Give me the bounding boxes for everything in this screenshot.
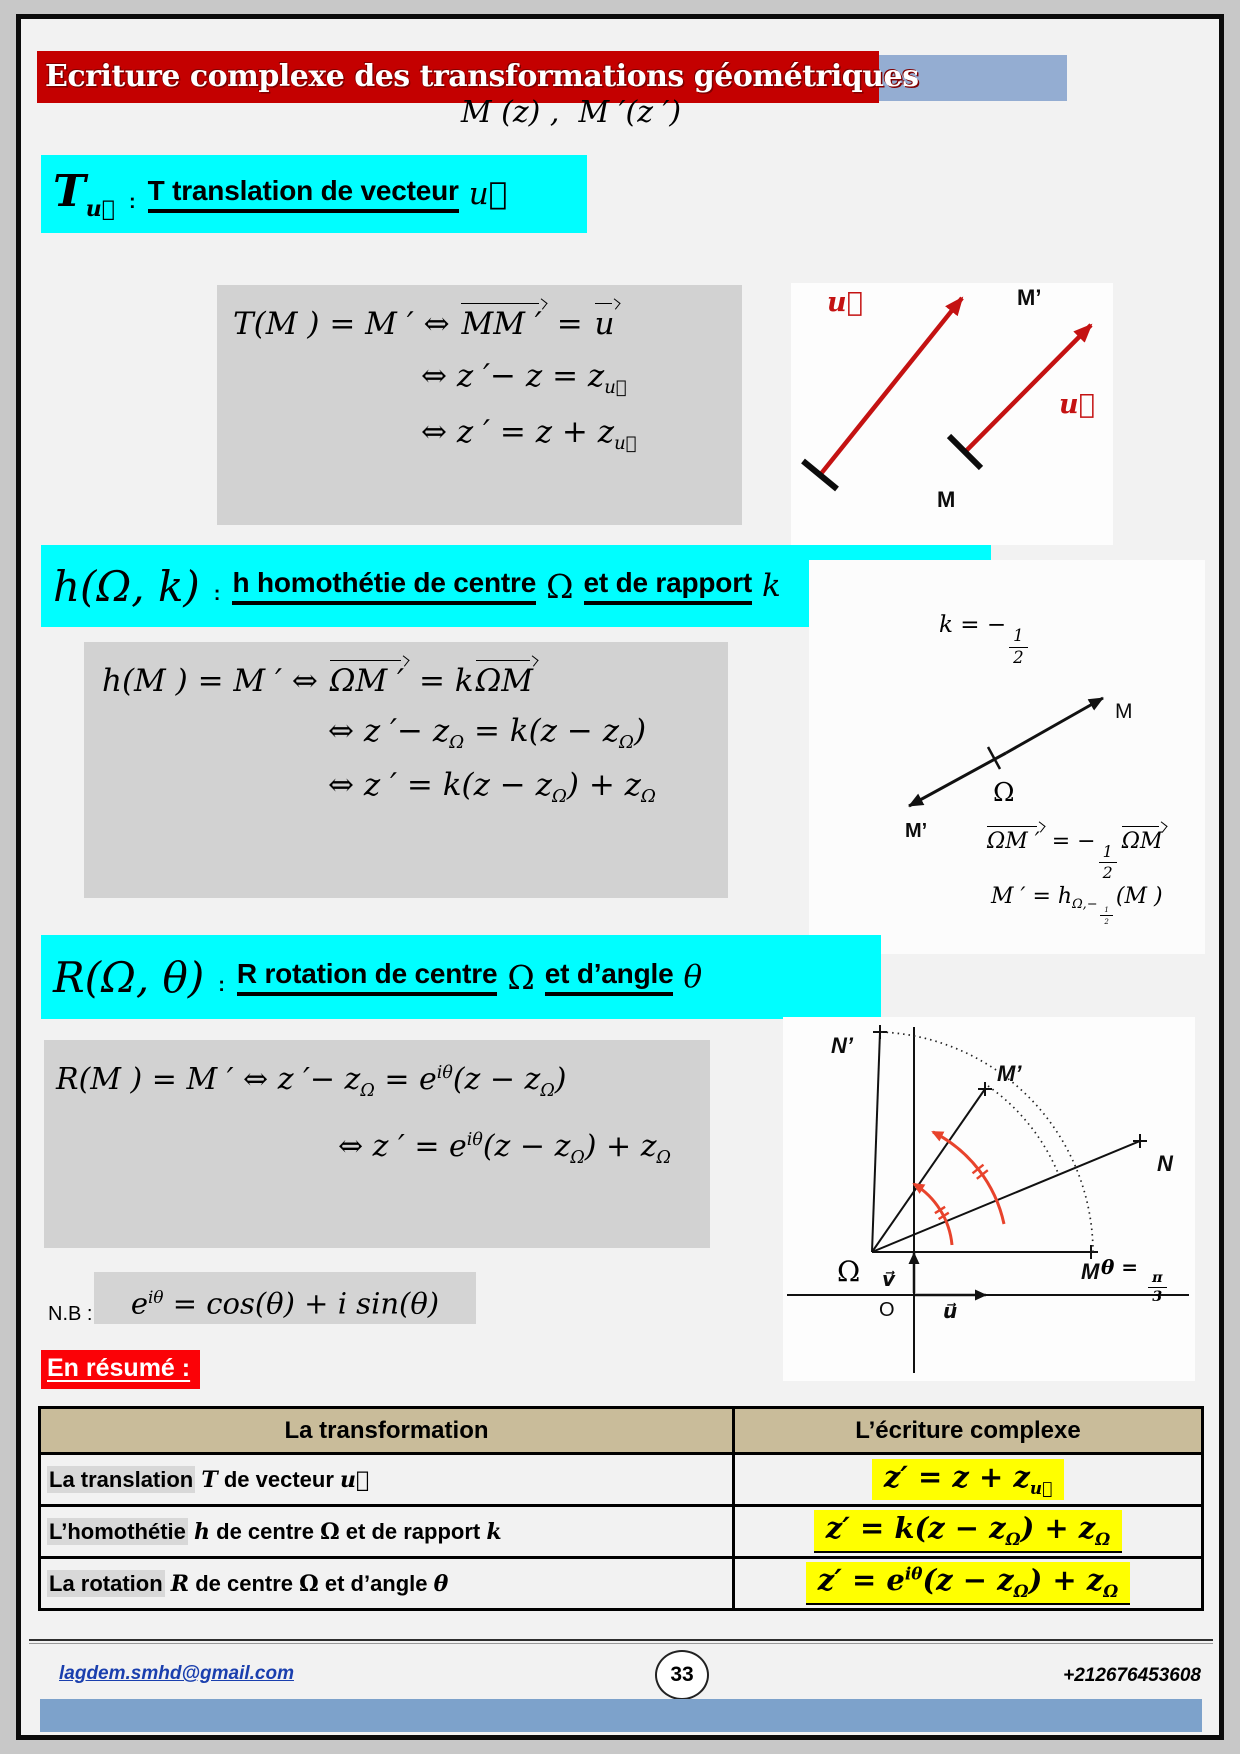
table-row bbox=[40, 1558, 1203, 1610]
colon: : bbox=[218, 973, 225, 996]
row-rotation-label: La rotation R de centre Ω et d’angle θ bbox=[40, 1558, 734, 1610]
translation-symbol: $T_{u⃗}$ bbox=[53, 166, 115, 222]
rotation-diagram-lines bbox=[783, 1017, 1195, 1381]
theta-value-equation: θ = $\frac{\pi}{3}$ bbox=[1101, 1255, 1170, 1305]
homothetie-formula-2: ⇔ z ′− $z_\Omega = k(z - z_\Omega)$ bbox=[328, 713, 647, 754]
table-row bbox=[40, 1454, 1203, 1506]
rotation-symbol: R(Ω, θ) bbox=[53, 952, 205, 1002]
column-header-ecriture: L’écriture complexe bbox=[734, 1408, 1203, 1454]
m-prime-label: M’ bbox=[1017, 285, 1042, 310]
homothetie-formula-1: h(M ) = M ′ ⇔ ΩM ′ = kΩM bbox=[102, 658, 728, 699]
rotation-formula-1: R(M ) = M ′ ⇔ z ′− $z_\Omega = e^{i\theta}(z - z_\Omega)$ bbox=[56, 1062, 567, 1101]
u-unit-vector-label: u⃗ bbox=[943, 1301, 958, 1323]
colon: : bbox=[213, 582, 221, 605]
origin-label: O bbox=[879, 1299, 895, 1321]
omega-vector-equation: ΩM ′ = − $\frac{1}{2}$ ΩM bbox=[985, 824, 1167, 880]
summary-heading: En résumé : bbox=[41, 1350, 200, 1389]
rotation-formula-box bbox=[44, 1040, 710, 1248]
colon: : bbox=[128, 190, 136, 213]
document-page bbox=[16, 14, 1224, 1740]
translation-complex-formula: $z' = z + z_{u⃗}$ bbox=[872, 1459, 1064, 1501]
omega-symbol: Ω bbox=[546, 566, 574, 606]
footer-divider bbox=[29, 1639, 1213, 1644]
theta-symbol: θ bbox=[683, 959, 703, 995]
homothetie-complex-formula: $z' = k(z - z_\Omega) + z_\Omega$ bbox=[814, 1510, 1122, 1554]
m-prime-label: M’ bbox=[997, 1061, 1022, 1086]
translation-diagram bbox=[791, 283, 1113, 545]
homothetie-heading-2: et de rapport bbox=[584, 567, 753, 605]
row-translation-formula-cell bbox=[734, 1454, 1203, 1506]
phone-number: +212676453608 bbox=[1063, 1665, 1201, 1686]
u-vector-label: u⃗ bbox=[827, 287, 863, 318]
footer-blue-bar bbox=[40, 1699, 1202, 1732]
rotation-complex-formula: $z' = e^{i\theta}(z - z_\Omega) + z_\Omega$ bbox=[806, 1562, 1130, 1606]
k-symbol: k bbox=[762, 568, 781, 604]
n-prime-label: N’ bbox=[831, 1033, 853, 1058]
row-homothetie-formula-cell bbox=[734, 1506, 1203, 1558]
page-title: Ecriture complexe des transformations géométriques bbox=[37, 51, 879, 103]
translation-vector-symbol: u⃗ bbox=[468, 176, 508, 212]
row-translation-label: La translation T de vecteur u⃗ bbox=[40, 1454, 734, 1506]
column-header-transformation: La transformation bbox=[40, 1408, 734, 1454]
rotation-heading-2: et d’angle bbox=[545, 958, 674, 996]
m-label: M bbox=[937, 487, 956, 512]
translation-heading: T translation de vecteur bbox=[148, 175, 459, 213]
v-unit-vector-label: v⃗ bbox=[882, 1269, 896, 1291]
k-value-equation: k = − $\frac{1}{2}$ bbox=[939, 612, 1031, 666]
n-label: N bbox=[1157, 1151, 1173, 1176]
omega-label: Ω bbox=[993, 778, 1015, 808]
email-link[interactable]: lagdem.smhd@gmail.com bbox=[59, 1663, 294, 1684]
rotation-diagram bbox=[783, 1017, 1195, 1381]
row-rotation-formula-cell bbox=[734, 1558, 1203, 1610]
translation-formula-3: ⇔ z ′ = $z + z_{u⃗}$ bbox=[421, 414, 637, 455]
row-homothetie-label: L’homothétie h de centre Ω et de rapport k bbox=[40, 1506, 734, 1558]
page-number-badge: 33 bbox=[655, 1650, 709, 1700]
homothetie-formula-box bbox=[84, 642, 728, 898]
omega-symbol: Ω bbox=[507, 957, 535, 997]
m-label: M bbox=[1115, 700, 1133, 723]
nb-label: N.B : bbox=[48, 1303, 93, 1325]
m-prime-label: M’ bbox=[905, 820, 928, 842]
points-notation: M (z) , M ′(z ′) bbox=[460, 95, 682, 130]
u-vector-label-2: u⃗ bbox=[1059, 389, 1095, 420]
section-translation-band bbox=[41, 155, 587, 233]
homothetie-symbol: h(Ω, k) bbox=[53, 561, 200, 611]
homothetie-formula-3: ⇔ z ′ = $k(z - z_\Omega) + z_\Omega$ bbox=[328, 767, 656, 808]
translation-formula-1: T(M ) = M ′ ⇔ MM ′ = u bbox=[233, 301, 742, 342]
omega-label: Ω bbox=[837, 1255, 861, 1288]
homothetie-heading-1: h homothétie de centre bbox=[232, 567, 536, 605]
section-rotation-band bbox=[41, 935, 881, 1019]
translation-formula-box bbox=[217, 285, 742, 525]
homothetie-diagram bbox=[809, 560, 1205, 954]
image-point-equation: M ′ = $h_{\Omega,- \frac{1}{2}}$ (M ) bbox=[991, 884, 1163, 926]
rotation-formula-2: ⇔ z ′ = $e^{i\theta}(z - z_\Omega) + z_\Omega$ bbox=[338, 1129, 671, 1168]
table-row bbox=[40, 1506, 1203, 1558]
summary-table bbox=[38, 1406, 1204, 1611]
rotation-heading-1: R rotation de centre bbox=[237, 958, 497, 996]
m-label: M bbox=[1081, 1259, 1100, 1284]
euler-formula: $e^{i\theta} = \cos(\theta) + i$ sin(θ) bbox=[94, 1272, 476, 1324]
translation-formula-2: ⇔ z ′− $z = z_{u⃗}$ bbox=[421, 358, 627, 399]
table-header-row bbox=[40, 1408, 1203, 1454]
